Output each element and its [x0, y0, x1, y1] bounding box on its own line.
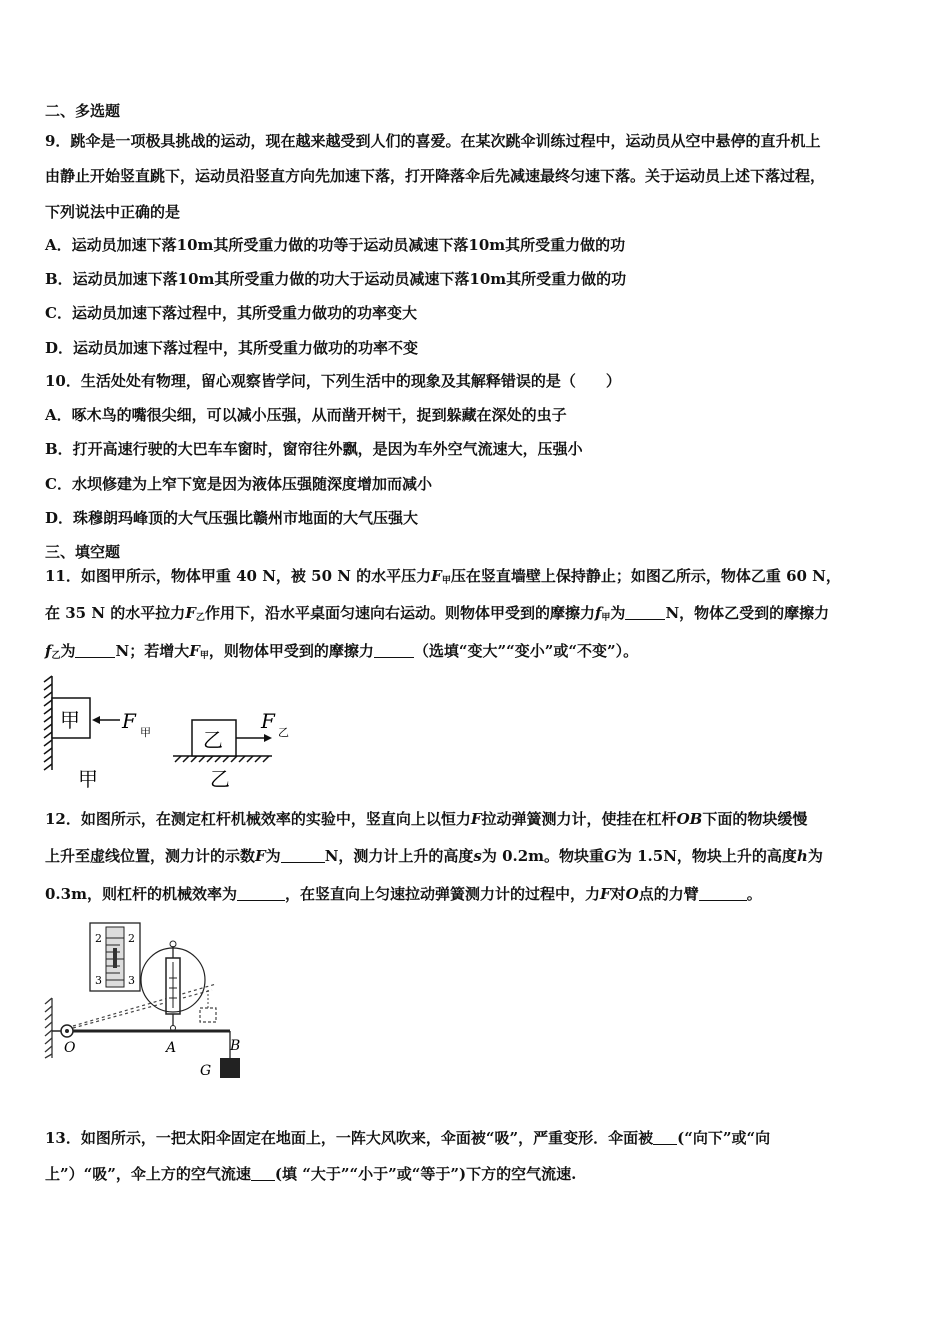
label-o: O: [64, 1040, 76, 1056]
section-title-multiple-choice: 二、多选题: [45, 102, 121, 120]
arrow-head-yi-icon: [264, 734, 272, 742]
figure-label-jia: 甲: [78, 767, 98, 791]
q9-option-a: A．运动员加速下落10m其所受重力做的功等于运动员减速下落10m其所受重力做的功: [45, 236, 626, 254]
q9-stem-line-2: 由静止开始竖直跳下，运动员沿竖直方向先加速下落，打开降落伞后先减速最终匀速下落。关于运动员上述下落过程，: [45, 167, 826, 185]
q9-stem-line-1: 9．跳伞是一项极具挑战的运动，现在越来越受到人们的喜爱。在某次跳伞训练过程中，运动员从空中悬停的直升机上: [45, 132, 821, 150]
q10-option-c: C．水坝修建为上窄下宽是因为液体压强随深度增加而减小: [45, 475, 432, 493]
label-b: B: [230, 1038, 241, 1054]
q12-blank-1[interactable]: [281, 848, 325, 863]
q9-stem-line-3: 下列说法中正确的是: [45, 203, 181, 221]
q9-option-b: B．运动员加速下落10m其所受重力做的功大于运动员减速下落10m其所受重力做的功: [45, 270, 627, 288]
q13-line-1: 13．如图所示，一把太阳伞固定在地面上，一阵大风吹来，伞面被“吸”，严重变形．伞面被 (“向下”或“向: [45, 1129, 771, 1147]
q12-line-1: 12．如图所示，在测定杠杆机械效率的实验中，竖直向上以恒力F拉动弹簧测力计，使挂在杠杆OB下面的物块缓慢: [45, 810, 808, 828]
arrow-head-jia-icon: [92, 716, 100, 724]
q10-option-d: D．珠穆朗玛峰顶的大气压强比赣州市地面的大气压强大: [45, 509, 419, 527]
q12-blank-2[interactable]: [237, 886, 285, 901]
q9-option-d: D．运动员加速下落过程中，其所受重力做功的功率不变: [45, 339, 419, 357]
ground-hatch: [173, 756, 272, 762]
q12-figure: [40, 918, 280, 1088]
q9-option-c: C．运动员加速下落过程中，其所受重力做功的功率变大: [45, 304, 417, 322]
force-subscript-yi: 乙: [278, 726, 289, 739]
q10-stem: 10．生活处处有物理，留心观察皆学问，下列生活中的现象及其解释错误的是（ ）: [45, 372, 621, 390]
q13-blank-2[interactable]: [251, 1166, 275, 1181]
lever-raised-dashed: [73, 990, 212, 1028]
q12-line-2: 上升至虚线位置，测力计的示数F为 N，测力计上升的高度s为 0.2m。物块重G为 1.5N，物块上升的高度h为: [45, 847, 823, 865]
scale-tick-3-right: 3: [128, 974, 135, 987]
force-label-f: F: [122, 709, 136, 733]
scale-tick-2-left: 2: [95, 932, 102, 945]
scale-tick-2-right: 2: [128, 932, 135, 945]
figure-label-yi: 乙: [210, 767, 230, 791]
q13-blank-1[interactable]: [653, 1130, 677, 1145]
label-g: G: [200, 1063, 212, 1079]
force-subscript-jia: 甲: [140, 726, 151, 739]
lever-wall: [45, 998, 52, 1058]
q11-figure: [40, 672, 300, 794]
q11-blank-3[interactable]: [374, 643, 414, 658]
q11-line-3: $f_乙$为 N；若增大$F_甲$，则物体甲受到的摩擦力 （选填“变大”“变小”或“不变”）。: [45, 642, 639, 661]
q13-line-2: 上”）“吸”，伞上方的空气流速 (填 “大于”“小于”或“等于”)下方的空气流速.: [45, 1165, 577, 1183]
q12-line-3: 0.3m，则杠杆的机械效率为 ，在竖直向上匀速拉动弹簧测力计的过程中，力F对O点的力臂 。: [45, 885, 762, 903]
label-a: A: [166, 1040, 177, 1056]
q11-line-2: 在 35 N 的水平拉力$F_乙$作用下，沿水平桌面匀速向右运动。则物体甲受到的摩擦力$f_甲$为 N，物体乙受到的摩擦力: [45, 604, 830, 623]
q10-option-a: A．啄木鸟的嘴很尖细，可以减小压强，从而凿开树干，捉到躲藏在深处的虫子: [45, 406, 567, 424]
force-label-f-yi: F: [261, 709, 275, 733]
block-jia-label: 甲: [60, 708, 80, 732]
q11-blank-1[interactable]: [625, 605, 665, 620]
q11-blank-2[interactable]: [75, 643, 115, 658]
weight-block-g: [220, 1058, 240, 1078]
scale-tick-3-left: 3: [95, 974, 102, 987]
q10-option-b: B．打开高速行驶的大巴车车窗时，窗帘往外飘，是因为车外空气流速大，压强小: [45, 440, 583, 458]
q12-blank-3[interactable]: [699, 886, 747, 901]
block-raised-dashed: [200, 1008, 216, 1022]
block-yi-label: 乙: [203, 728, 223, 752]
wall-hatch: [44, 676, 52, 770]
section-title-fill-in: 三、填空题: [45, 543, 121, 561]
q11-line-1: 11．如图甲所示，物体甲重 40 N，被 50 N 的水平压力$F_甲$压在竖直墙壁上保持静止；如图乙所示，物体乙重 60 N，: [45, 567, 841, 586]
